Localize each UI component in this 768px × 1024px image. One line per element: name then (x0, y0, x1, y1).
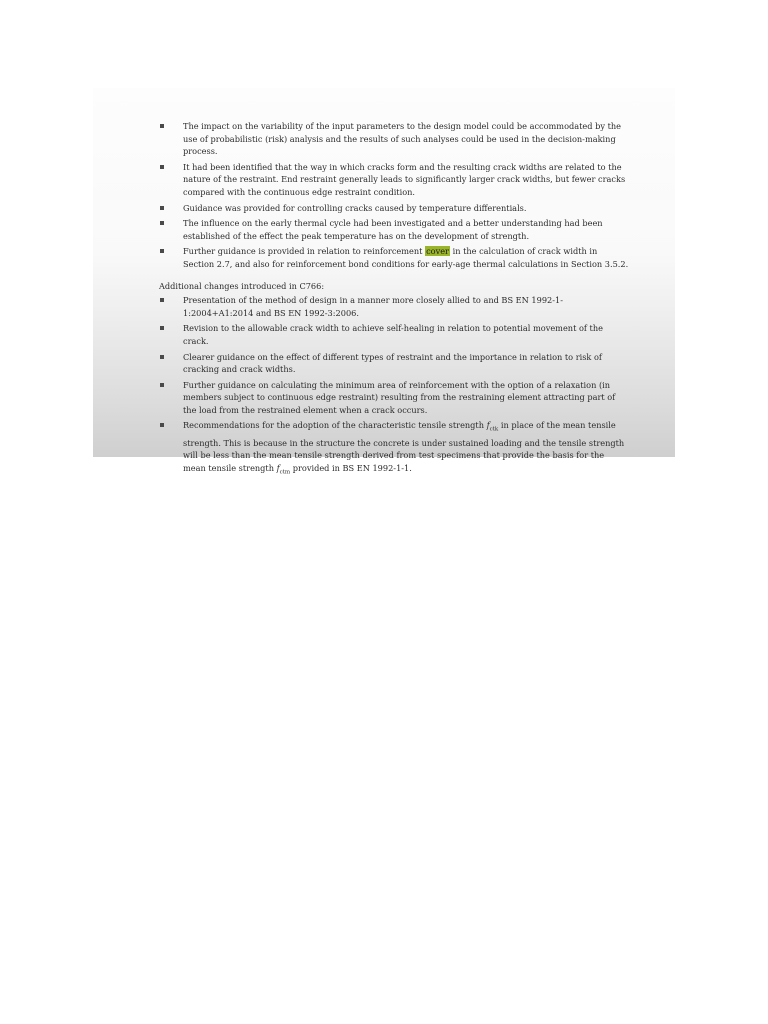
tensile-strength-symbol: f (486, 420, 490, 431)
highlighted-search-term[interactable]: cover (426, 246, 449, 257)
changes-list-2 (159, 294, 629, 479)
list-item-text-part-2: in place of the mean tensile strength. This is because in the structure the concrete is under sustained loading and the tensile strength will be less than the mean tensile strength derived from test specimens that provide the basis for the mean tensile strength (183, 420, 625, 473)
changes-list-1 (159, 120, 629, 271)
list-item (159, 202, 629, 215)
section-heading: Additional changes introduced in C766: (159, 280, 325, 291)
list-item (159, 419, 629, 479)
list-item-text: Guidance was provided for controlling cracks caused by temperature differentials. (183, 202, 527, 213)
list-item (159, 294, 629, 319)
document-content (159, 120, 629, 482)
mean-tensile-strength-subscript: ctm (279, 469, 291, 476)
square-bullet-icon (160, 124, 164, 128)
list-item-text: It had been identified that the way in which cracks form and the resulting crack widths are related to the nature of the restraint. End restraint generally leads to significantly larger crack widths, but fewer cracks compared with the continuous edge restraint condition. (183, 161, 626, 197)
list-item (159, 322, 629, 347)
square-bullet-icon (160, 298, 164, 302)
list-item-text-before: Further guidance is provided in relation to reinforcement (183, 246, 426, 257)
list-item (159, 120, 629, 158)
square-bullet-icon (160, 326, 164, 330)
square-bullet-icon (160, 206, 164, 210)
list-item-text: Clearer guidance on the effect of different types of restraint and the importance in relation to risk of cracking and crack widths. (183, 351, 602, 375)
list-item-text: Further guidance on calculating the minimum area of reinforcement with the option of a relaxation (in members subject to continuous edge restraint) resulting from the restraining element attracting part of the load from the restrained element when a crack occurs. (183, 379, 616, 415)
list-item (159, 217, 629, 242)
list-item-text: The impact on the variability of the input parameters to the design model could be accommodated by the use of probabilistic (risk) analysis and the results of such analyses could be used in the decision-making process. (183, 121, 621, 157)
square-bullet-icon (160, 383, 164, 387)
list-item (159, 351, 629, 376)
square-bullet-icon (160, 165, 164, 169)
document-page (93, 88, 675, 476)
list-item (159, 379, 629, 417)
list-item-text-part-1: Recommendations for the adoption of the characteristic tensile strength (183, 420, 487, 431)
list-item-text-part-3: provided in BS EN 1992-1-1. (290, 462, 412, 473)
list-item-text: Presentation of the method of design in a manner more closely allied to and BS EN 1992-1-1:2004+A1:2014 and BS EN 1992-3:2006. (183, 295, 563, 318)
square-bullet-icon (160, 423, 164, 427)
tensile-strength-subscript: ctk (489, 427, 499, 434)
square-bullet-icon (160, 355, 164, 359)
square-bullet-icon (160, 249, 164, 253)
list-item (159, 161, 629, 199)
square-bullet-icon (160, 221, 164, 225)
list-item (159, 245, 629, 270)
list-item-text: Revision to the allowable crack width to achieve self-healing in relation to potential movement of the crack. (183, 323, 603, 346)
mean-tensile-strength-symbol: f (276, 462, 280, 473)
list-item-text: The influence on the early thermal cycle had been investigated and a better understanding had been established of the effect the peak temperature has on the development of strength. (183, 218, 603, 241)
list-item-text-after: in the calculation of crack width in Section 2.7, and also for reinforcement bond conditions for early-age thermal calculations in Section 3.5.2. (183, 246, 629, 269)
